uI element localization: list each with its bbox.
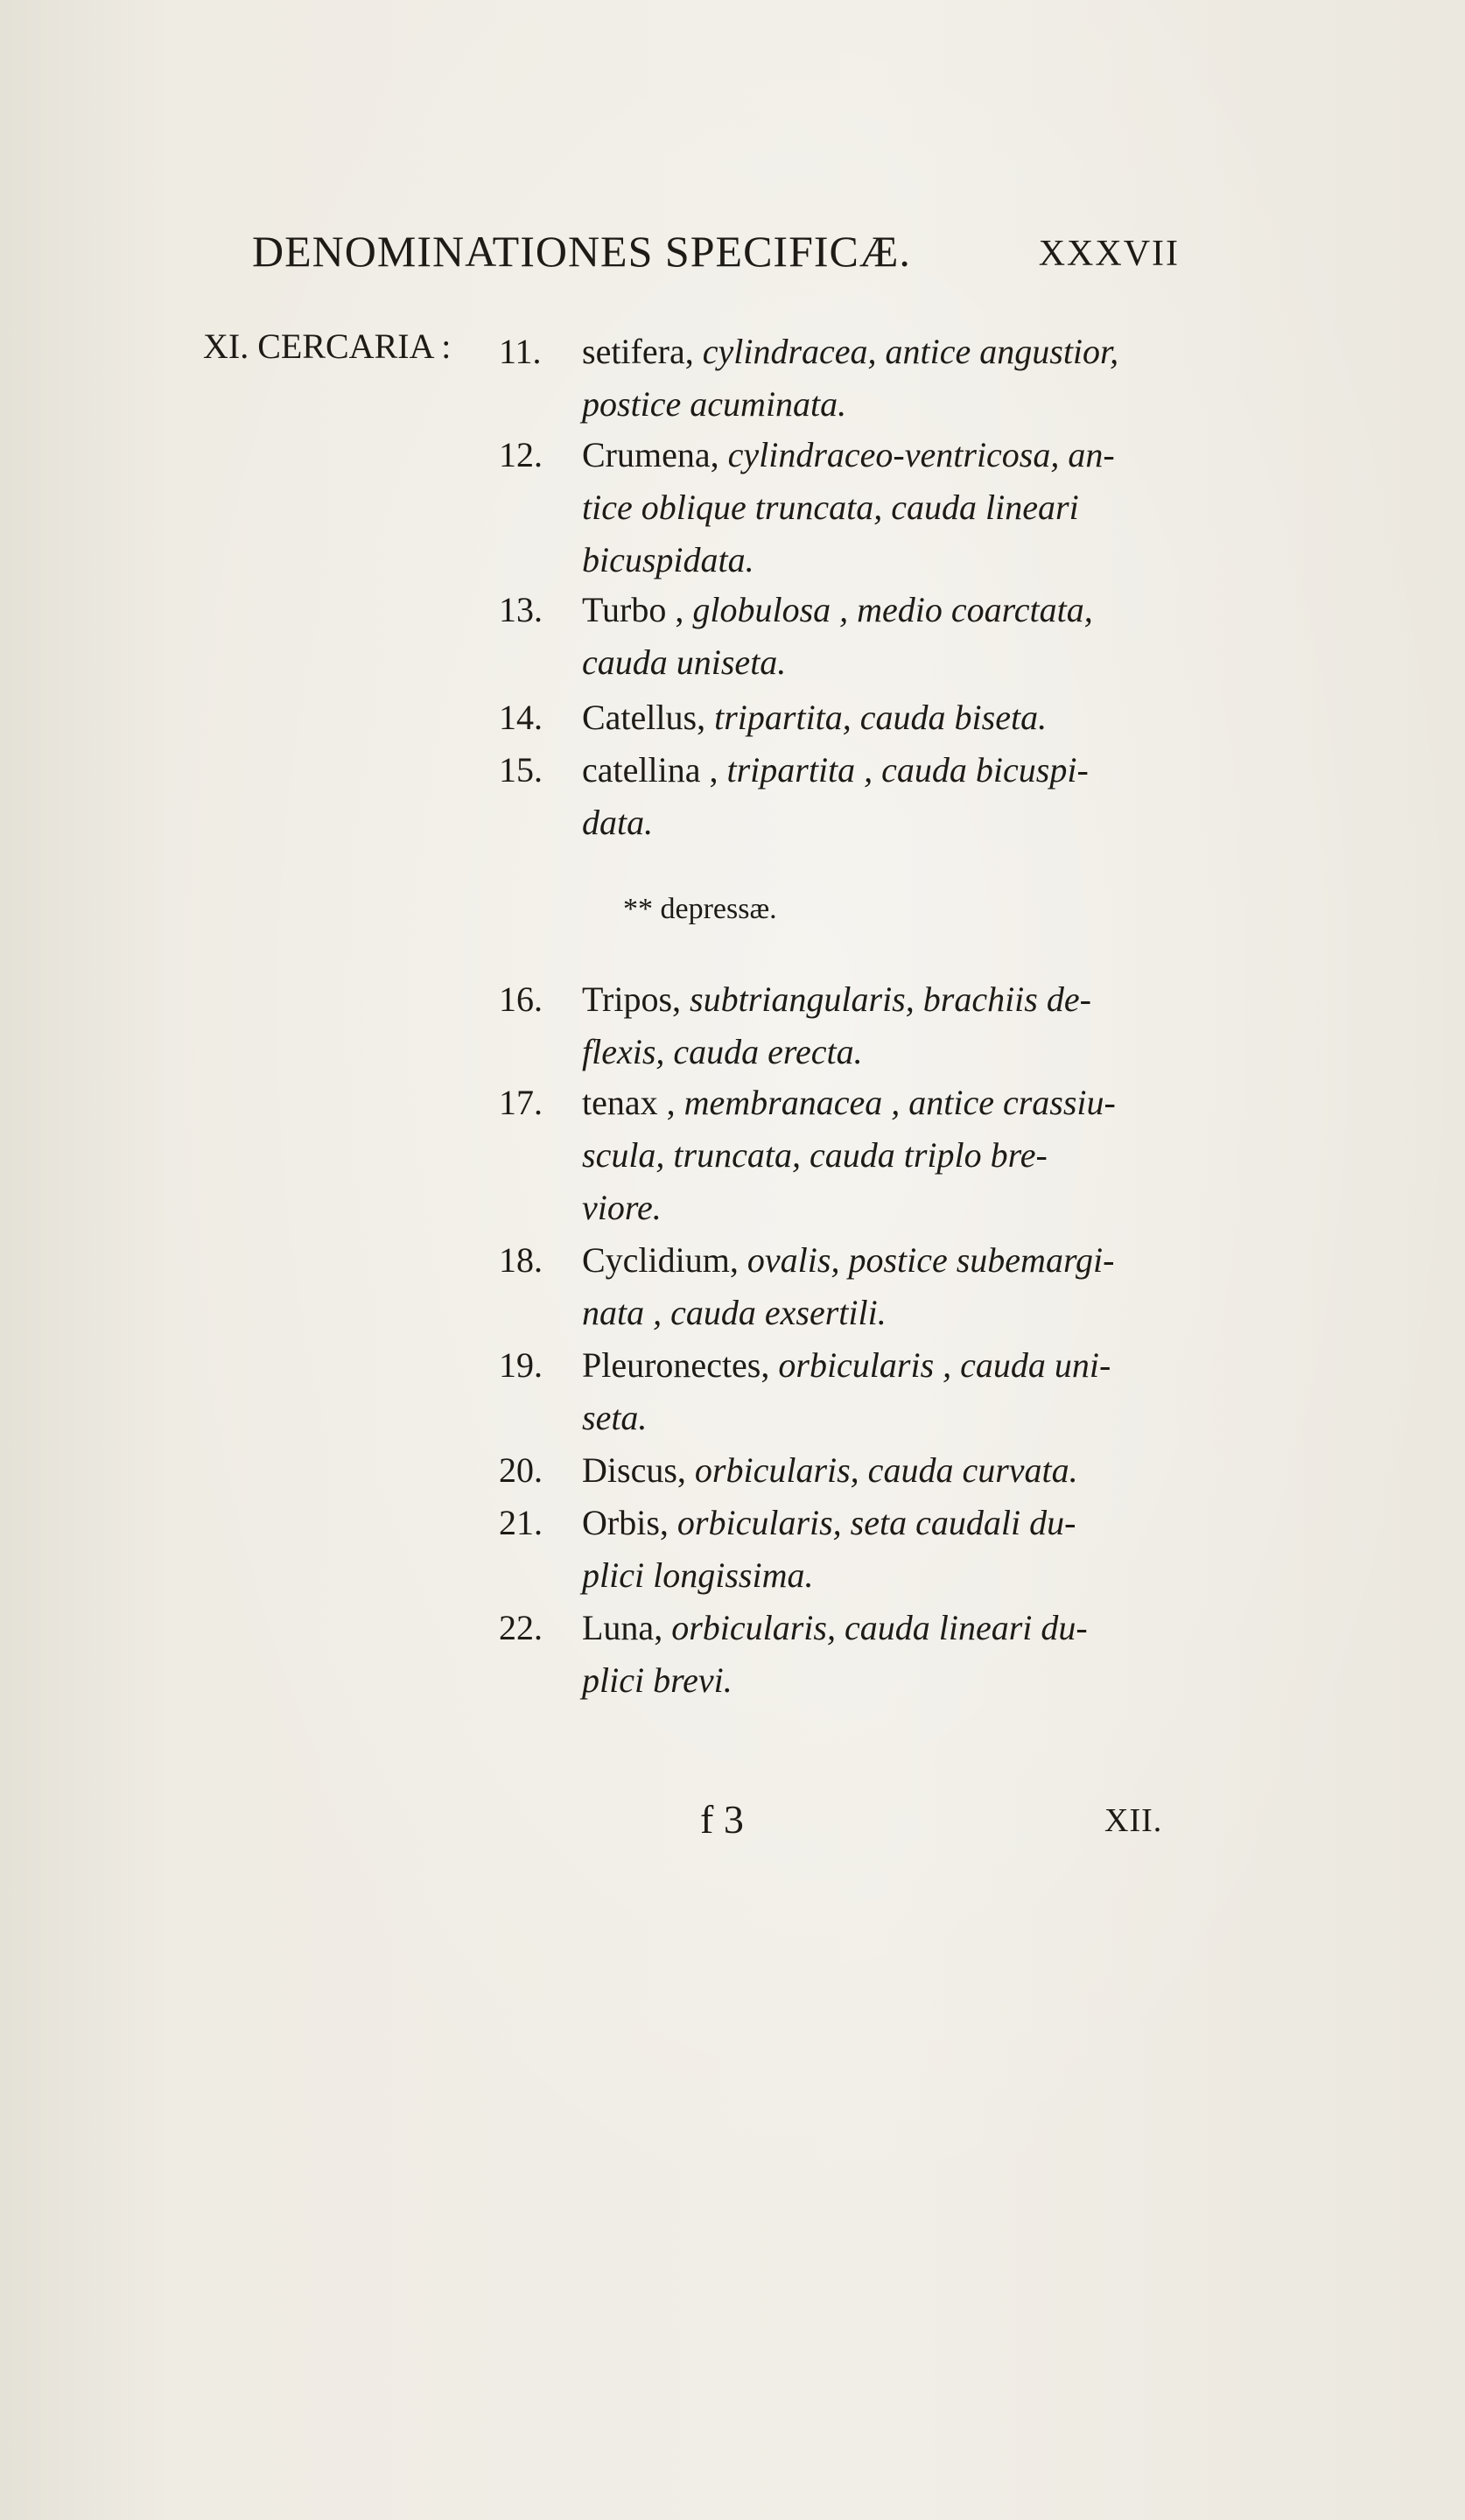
- signature-mark: f 3: [700, 1797, 744, 1842]
- section-heading: ** depressæ.: [623, 893, 777, 925]
- entry-text: [582, 429, 1225, 586]
- entry-line: Crumena, cylindraceo-ventricosa, an-: [582, 435, 1115, 474]
- page-title: DENOMINATIONES SPECIFICÆ.: [252, 227, 911, 276]
- entry-line: Luna, orbicularis, cauda lineari du-: [582, 1608, 1088, 1647]
- species-entry: [499, 326, 1225, 431]
- species-entry: [499, 973, 1225, 1078]
- species-entry: [499, 1497, 1225, 1602]
- entry-line: setifera, cylindracea, antice angustior,: [582, 332, 1119, 371]
- species-entry: [499, 1077, 1225, 1234]
- entry-number: 20.: [499, 1450, 543, 1490]
- entry-number: 19.: [499, 1345, 543, 1385]
- entry-line: Turbo , globulosa , medio coarctata,: [582, 590, 1093, 629]
- entry-continuation-line: bicuspidata.: [582, 540, 754, 579]
- entry-continuation-line: data.: [582, 803, 654, 842]
- entry-line: Cyclidium, ovalis, postice subemargi-: [582, 1240, 1115, 1280]
- entry-continuation-line: plici longissima.: [582, 1555, 814, 1595]
- entry-text: [582, 1234, 1225, 1339]
- entry-text: [582, 1444, 1225, 1497]
- species-entry: [499, 1339, 1225, 1444]
- entry-continuation-line: plici brevi.: [582, 1660, 732, 1700]
- page-number: XXXVII: [1038, 234, 1180, 274]
- genus-heading: XI. CERCARIA :: [203, 326, 452, 366]
- entry-text: [582, 326, 1225, 431]
- species-entry: [499, 584, 1225, 689]
- entry-text: [582, 1077, 1225, 1234]
- entry-number: 16.: [499, 979, 543, 1019]
- entry-continuation-line: nata , cauda exsertili.: [582, 1293, 887, 1332]
- entry-text: [582, 744, 1225, 849]
- entry-number: 22.: [499, 1608, 543, 1647]
- species-entry: [499, 1602, 1225, 1707]
- entry-text: [582, 1602, 1225, 1707]
- entry-number: 18.: [499, 1240, 543, 1280]
- entry-number: 21.: [499, 1503, 543, 1542]
- entry-text: [582, 1339, 1225, 1444]
- entry-text: [582, 584, 1225, 689]
- entry-line: Pleuronectes, orbicularis , cauda uni-: [582, 1345, 1111, 1385]
- entry-number: 14.: [499, 698, 543, 737]
- entry-line: Catellus, tripartita, cauda biseta.: [582, 698, 1048, 737]
- entry-continuation-line: tice oblique truncata, cauda lineari: [582, 488, 1079, 527]
- entry-number: 13.: [499, 590, 543, 629]
- species-entry: [499, 429, 1225, 586]
- running-head: [252, 226, 1180, 277]
- entry-number: 12.: [499, 435, 543, 474]
- entry-continuation-line: flexis, cauda erecta.: [582, 1032, 863, 1071]
- species-entry: [499, 744, 1225, 849]
- entry-text: [582, 973, 1225, 1078]
- entry-number: 11.: [499, 332, 542, 371]
- entry-continuation-line: viore.: [582, 1188, 662, 1227]
- entry-line: Orbis, orbicularis, seta caudali du-: [582, 1503, 1076, 1542]
- species-entry: [499, 1234, 1225, 1339]
- catchword: XII.: [1104, 1802, 1163, 1839]
- entry-text: [582, 691, 1225, 744]
- entry-continuation-line: scula, truncata, cauda triplo bre-: [582, 1135, 1048, 1175]
- species-entry: [499, 691, 1225, 744]
- entry-line: Tripos, subtriangularis, brachiis de-: [582, 979, 1091, 1019]
- entry-number: 17.: [499, 1083, 543, 1122]
- entry-number: 15.: [499, 750, 543, 790]
- entry-text: [582, 1497, 1225, 1602]
- species-entry: [499, 1444, 1225, 1497]
- entry-line: catellina , tripartita , cauda bicuspi-: [582, 750, 1089, 790]
- entry-continuation-line: seta.: [582, 1398, 648, 1437]
- entry-continuation-line: postice acuminata.: [582, 384, 847, 424]
- entry-line: Discus, orbicularis, cauda curvata.: [582, 1450, 1078, 1490]
- entry-continuation-line: cauda uniseta.: [582, 642, 787, 682]
- entry-line: tenax , membranacea , antice crassiu-: [582, 1083, 1116, 1122]
